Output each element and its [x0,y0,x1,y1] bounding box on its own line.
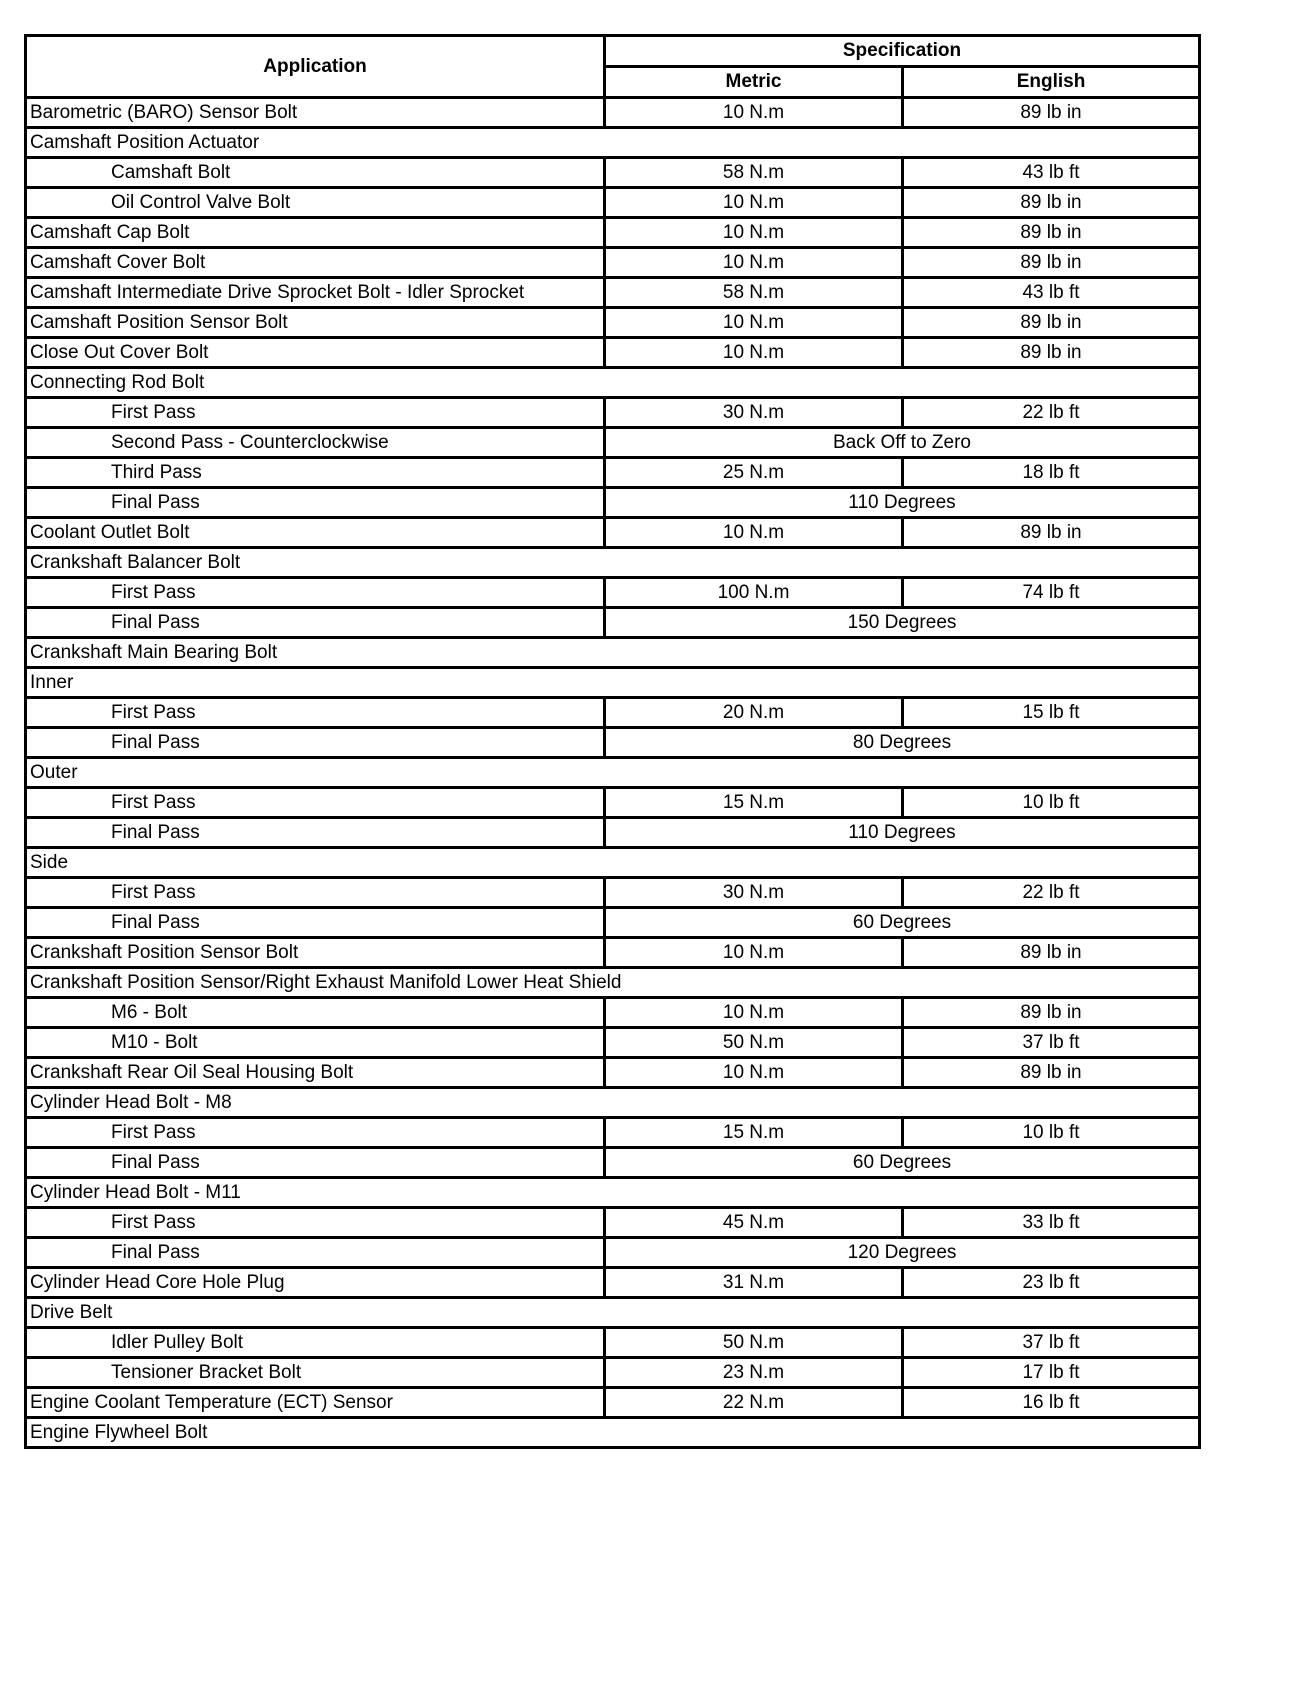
table-row [26,818,1200,848]
table-row [26,158,1200,188]
group-label: Connecting Rod Bolt [26,368,1200,398]
table-row [26,518,1200,548]
group-label: Outer [26,758,1200,788]
metric-cell: 10 N.m [605,938,903,968]
application-cell: Idler Pulley Bolt [26,1328,605,1358]
application-cell: Camshaft Position Sensor Bolt [26,308,605,338]
application-cell: M6 - Bolt [26,998,605,1028]
spec-combined-cell: 150 Degrees [605,608,1200,638]
metric-cell: 25 N.m [605,458,903,488]
application-cell: Third Pass [26,458,605,488]
spec-combined-cell: 60 Degrees [605,908,1200,938]
metric-cell: 10 N.m [605,1058,903,1088]
english-cell: 89 lb in [903,248,1200,278]
english-cell: 16 lb ft [903,1388,1200,1418]
application-cell: Barometric (BARO) Sensor Bolt [26,98,605,128]
metric-cell: 10 N.m [605,308,903,338]
spec-combined-cell: 80 Degrees [605,728,1200,758]
metric-cell: 10 N.m [605,98,903,128]
metric-cell: 58 N.m [605,158,903,188]
metric-cell: 23 N.m [605,1358,903,1388]
metric-cell: 10 N.m [605,998,903,1028]
application-cell: First Pass [26,1208,605,1238]
english-cell: 10 lb ft [903,1118,1200,1148]
table-row [26,338,1200,368]
english-cell: 43 lb ft [903,158,1200,188]
metric-cell: 30 N.m [605,398,903,428]
table-row [26,548,1200,578]
table-row [26,1358,1200,1388]
english-cell: 89 lb in [903,188,1200,218]
table-row [26,1268,1200,1298]
table-row [26,908,1200,938]
group-label: Crankshaft Main Bearing Bolt [26,638,1200,668]
english-cell: 10 lb ft [903,788,1200,818]
table-row [26,1028,1200,1058]
application-cell: Tensioner Bracket Bolt [26,1358,605,1388]
metric-cell: 10 N.m [605,518,903,548]
table-row [26,1178,1200,1208]
table-row [26,1328,1200,1358]
application-cell: First Pass [26,578,605,608]
english-cell: 89 lb in [903,938,1200,968]
spec-combined-cell: Back Off to Zero [605,428,1200,458]
table-row [26,1418,1200,1448]
english-cell: 15 lb ft [903,698,1200,728]
table-row [26,398,1200,428]
group-label: Inner [26,668,1200,698]
table-row [26,638,1200,668]
group-label: Drive Belt [26,1298,1200,1328]
spec-combined-cell: 110 Degrees [605,818,1200,848]
metric-cell: 10 N.m [605,218,903,248]
spec-combined-cell: 60 Degrees [605,1148,1200,1178]
table-row [26,1148,1200,1178]
english-cell: 33 lb ft [903,1208,1200,1238]
table-row [26,578,1200,608]
metric-cell: 50 N.m [605,1328,903,1358]
group-label: Crankshaft Position Sensor/Right Exhaust Manifold Lower Heat Shield [26,968,1200,998]
table-row [26,938,1200,968]
table-row [26,878,1200,908]
application-cell: Coolant Outlet Bolt [26,518,605,548]
english-cell: 22 lb ft [903,398,1200,428]
metric-cell: 30 N.m [605,878,903,908]
table-row [26,218,1200,248]
application-cell: Final Pass [26,908,605,938]
application-cell: First Pass [26,878,605,908]
spec-table-body [26,98,1200,1448]
specification-header: Specification [605,36,1200,67]
header-row-top [26,36,1200,67]
metric-cell: 15 N.m [605,788,903,818]
english-cell: 37 lb ft [903,1328,1200,1358]
english-cell: 22 lb ft [903,878,1200,908]
metric-cell: 31 N.m [605,1268,903,1298]
english-cell: 37 lb ft [903,1028,1200,1058]
table-row [26,1238,1200,1268]
table-row [26,1088,1200,1118]
metric-cell: 50 N.m [605,1028,903,1058]
spec-combined-cell: 110 Degrees [605,488,1200,518]
table-row [26,278,1200,308]
application-cell: First Pass [26,398,605,428]
application-cell: Crankshaft Position Sensor Bolt [26,938,605,968]
application-cell: Final Pass [26,818,605,848]
application-cell: Cylinder Head Core Hole Plug [26,1268,605,1298]
metric-cell: 58 N.m [605,278,903,308]
application-cell: Camshaft Bolt [26,158,605,188]
table-row [26,1208,1200,1238]
application-cell: M10 - Bolt [26,1028,605,1058]
metric-cell: 10 N.m [605,248,903,278]
table-row [26,1388,1200,1418]
table-row [26,1058,1200,1088]
table-row [26,308,1200,338]
table-row [26,368,1200,398]
english-cell: 74 lb ft [903,578,1200,608]
application-cell: Final Pass [26,1238,605,1268]
english-header: English [903,67,1200,98]
metric-cell: 100 N.m [605,578,903,608]
group-label: Crankshaft Balancer Bolt [26,548,1200,578]
metric-cell: 10 N.m [605,188,903,218]
english-cell: 89 lb in [903,518,1200,548]
table-row [26,458,1200,488]
application-cell: Second Pass - Counterclockwise [26,428,605,458]
application-cell: First Pass [26,698,605,728]
table-row [26,248,1200,278]
table-row [26,1298,1200,1328]
group-label: Side [26,848,1200,878]
group-label: Engine Flywheel Bolt [26,1418,1200,1448]
application-cell: Final Pass [26,488,605,518]
english-cell: 89 lb in [903,98,1200,128]
application-cell: Final Pass [26,728,605,758]
metric-cell: 20 N.m [605,698,903,728]
metric-cell: 10 N.m [605,338,903,368]
application-cell: Final Pass [26,608,605,638]
english-cell: 89 lb in [903,218,1200,248]
spec-combined-cell: 120 Degrees [605,1238,1200,1268]
application-cell: Close Out Cover Bolt [26,338,605,368]
table-row [26,488,1200,518]
application-cell: Camshaft Cap Bolt [26,218,605,248]
metric-cell: 45 N.m [605,1208,903,1238]
table-row [26,848,1200,878]
table-row [26,968,1200,998]
group-label: Cylinder Head Bolt - M8 [26,1088,1200,1118]
table-row [26,428,1200,458]
table-row [26,758,1200,788]
english-cell: 89 lb in [903,998,1200,1028]
table-row [26,998,1200,1028]
english-cell: 89 lb in [903,1058,1200,1088]
application-cell: Camshaft Cover Bolt [26,248,605,278]
english-cell: 89 lb in [903,338,1200,368]
table-row [26,788,1200,818]
table-row [26,608,1200,638]
table-row [26,98,1200,128]
application-cell: Engine Coolant Temperature (ECT) Sensor [26,1388,605,1418]
table-row [26,728,1200,758]
metric-header: Metric [605,67,903,98]
torque-spec-table [24,34,1201,1449]
application-header: Application [26,36,605,98]
metric-cell: 22 N.m [605,1388,903,1418]
english-cell: 43 lb ft [903,278,1200,308]
application-cell: Camshaft Intermediate Drive Sprocket Bolt - Idler Sprocket [26,278,605,308]
table-row [26,1118,1200,1148]
application-cell: First Pass [26,788,605,818]
table-row [26,128,1200,158]
table-row [26,668,1200,698]
application-cell: First Pass [26,1118,605,1148]
application-cell: Crankshaft Rear Oil Seal Housing Bolt [26,1058,605,1088]
application-cell: Final Pass [26,1148,605,1178]
group-label: Cylinder Head Bolt - M11 [26,1178,1200,1208]
english-cell: 23 lb ft [903,1268,1200,1298]
application-cell: Oil Control Valve Bolt [26,188,605,218]
group-label: Camshaft Position Actuator [26,128,1200,158]
table-row [26,188,1200,218]
metric-cell: 15 N.m [605,1118,903,1148]
english-cell: 89 lb in [903,308,1200,338]
table-row [26,698,1200,728]
english-cell: 17 lb ft [903,1358,1200,1388]
english-cell: 18 lb ft [903,458,1200,488]
